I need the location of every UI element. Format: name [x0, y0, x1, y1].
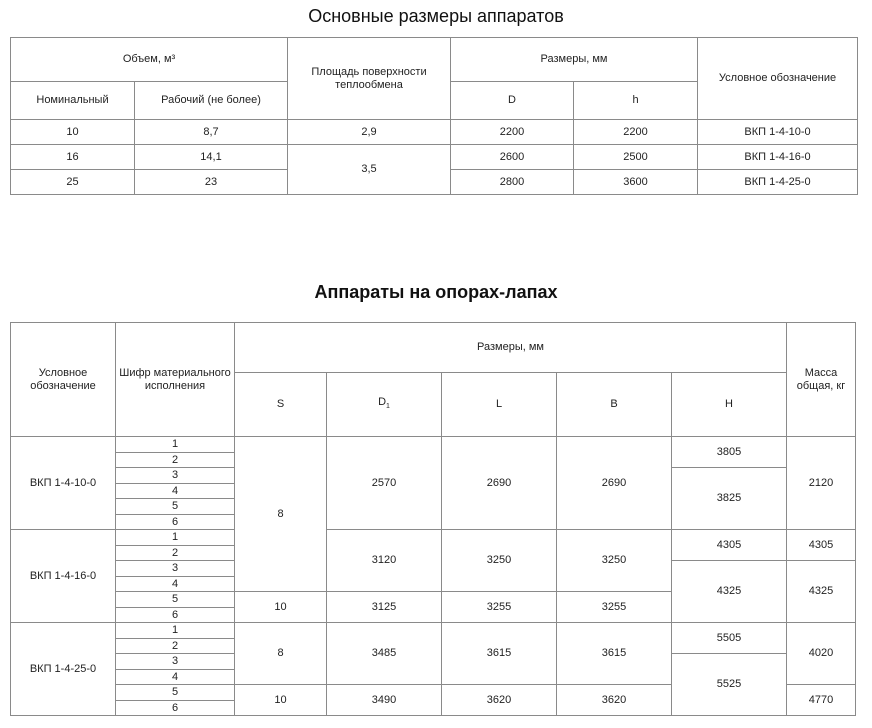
cipher-cell: 1	[116, 437, 235, 453]
cell: 3250	[557, 530, 672, 592]
cipher-cell: 3	[116, 468, 235, 484]
cell: 2600	[451, 145, 574, 170]
cell: 2500	[574, 145, 698, 170]
cipher-cell: 2	[116, 452, 235, 468]
cell: 2690	[557, 437, 672, 530]
cell: 4325	[672, 561, 787, 623]
cipher-cell: 3	[116, 561, 235, 577]
cell: ВКП 1-4-16-0	[11, 530, 116, 623]
title-paw-supports: Аппараты на опорах-лапах	[314, 282, 558, 302]
cipher-cell: 6	[116, 700, 235, 716]
cipher-cell: 6	[116, 514, 235, 530]
cipher-cell: 5	[116, 592, 235, 608]
cell: 3485	[327, 623, 442, 685]
d1-subscript: 1	[386, 403, 390, 411]
h-header: H	[672, 373, 787, 437]
cipher-cell: 4	[116, 483, 235, 499]
cell: 3125	[327, 592, 442, 623]
cell: ВКП 1-4-16-0	[698, 145, 858, 170]
table-header-row	[11, 38, 858, 82]
d-header: D	[451, 82, 574, 120]
cell: 4325	[787, 561, 856, 623]
dims-header: Размеры, мм	[235, 323, 787, 373]
table-row	[11, 623, 856, 639]
table-row	[11, 530, 856, 546]
cell: 10	[235, 685, 327, 716]
cell: 3250	[442, 530, 557, 592]
cipher-header: Шифр материального исполнения	[116, 323, 235, 437]
s-header: S	[235, 373, 327, 437]
d1-letter: D	[378, 395, 387, 408]
cell: 3120	[327, 530, 442, 592]
cipher-cell: 6	[116, 607, 235, 623]
cell: 3805	[672, 437, 787, 468]
cell: ВКП 1-4-10-0	[698, 120, 858, 145]
cell: 4305	[672, 530, 787, 561]
h-header: h	[574, 82, 698, 120]
cell: 4020	[787, 623, 856, 685]
cell: 5525	[672, 654, 787, 716]
d1-header	[327, 373, 442, 437]
working-header: Рабочий (не более)	[135, 82, 288, 120]
cipher-cell: 2	[116, 545, 235, 561]
cell: 8	[235, 623, 327, 685]
cell: 3255	[442, 592, 557, 623]
title-main-dimensions: Основные размеры аппаратов	[308, 6, 564, 26]
cell: ВКП 1-4-10-0	[11, 437, 116, 530]
cell: 8	[235, 437, 327, 592]
cell: 23	[135, 170, 288, 195]
cipher-cell: 5	[116, 685, 235, 701]
cell: 2800	[451, 170, 574, 195]
cell: 14,1	[135, 145, 288, 170]
cell: 3255	[557, 592, 672, 623]
cell: 3620	[442, 685, 557, 716]
cell: 4770	[787, 685, 856, 716]
cell: 2200	[451, 120, 574, 145]
cell: 10	[235, 592, 327, 623]
cell: 3620	[557, 685, 672, 716]
cipher-cell: 2	[116, 638, 235, 654]
cell: 2200	[574, 120, 698, 145]
mass-header: Масса общая, кг	[787, 323, 856, 437]
dims-header: Размеры, мм	[451, 38, 698, 82]
cell: 3615	[442, 623, 557, 685]
cipher-cell: 4	[116, 576, 235, 592]
l-header: L	[442, 373, 557, 437]
designation-header: Условное обозначение	[698, 38, 858, 120]
cell: 4305	[787, 530, 856, 561]
cipher-cell: 5	[116, 499, 235, 515]
cipher-cell: 1	[116, 530, 235, 546]
designation-header: Условное обозначение	[11, 323, 116, 437]
cipher-cell: 1	[116, 623, 235, 639]
volume-header: Объем, м³	[11, 38, 288, 82]
nominal-header: Номинальный	[11, 82, 135, 120]
b-header: B	[557, 373, 672, 437]
table-header-row	[11, 323, 856, 373]
cell: ВКП 1-4-25-0	[11, 623, 116, 716]
table-row	[11, 145, 858, 170]
cell: 16	[11, 145, 135, 170]
cell: 2120	[787, 437, 856, 530]
cipher-cell: 3	[116, 654, 235, 670]
cell: 10	[11, 120, 135, 145]
cell: 25	[11, 170, 135, 195]
cell: 8,7	[135, 120, 288, 145]
area-header: Площадь поверхности теплообмена	[288, 38, 451, 120]
cipher-cell: 4	[116, 669, 235, 685]
paw-supports-table	[10, 322, 856, 716]
cell: 3600	[574, 170, 698, 195]
cell: 5505	[672, 623, 787, 654]
cell: 2570	[327, 437, 442, 530]
cell: 3825	[672, 468, 787, 530]
cell: 3,5	[288, 145, 451, 195]
cell: 3490	[327, 685, 442, 716]
cell: 3615	[557, 623, 672, 685]
table-row	[11, 437, 856, 453]
cell: 2690	[442, 437, 557, 530]
cell: 2,9	[288, 120, 451, 145]
table-row	[11, 120, 858, 145]
main-dimensions-table	[10, 37, 858, 195]
cell: ВКП 1-4-25-0	[698, 170, 858, 195]
